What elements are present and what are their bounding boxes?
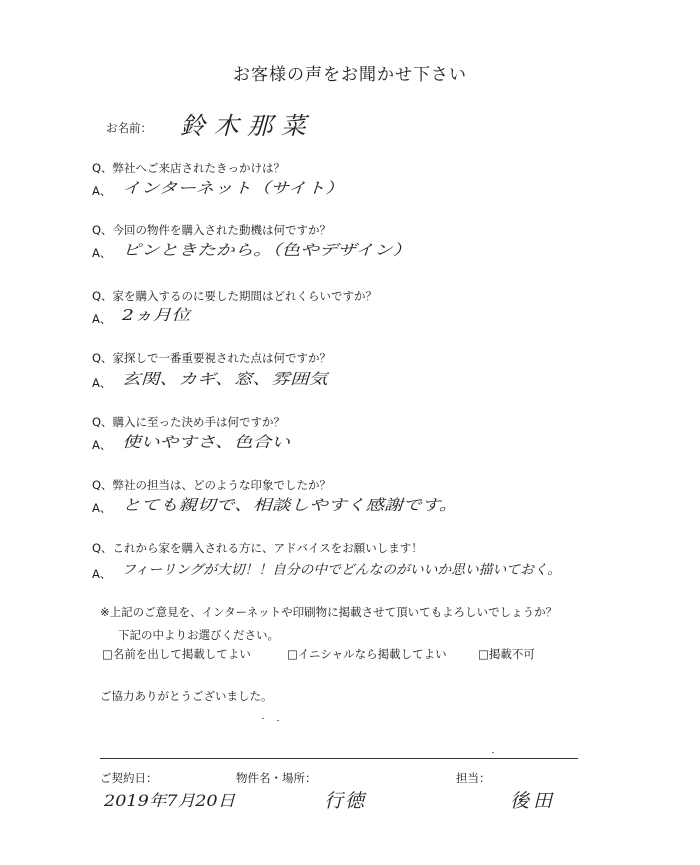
consent-option-name: □名前を出して掲載してよい bbox=[102, 647, 251, 661]
property-value: 行徳 bbox=[324, 790, 367, 812]
question-5: Q、購入に至った決め手は何ですか？ bbox=[92, 415, 286, 429]
answer-3-prefix: A、 bbox=[92, 312, 112, 326]
question-4: Q、家探しで一番重要視された点は何ですか？ bbox=[92, 351, 332, 365]
staff-label: 担当： bbox=[456, 771, 491, 785]
contract-date-label: ご契約日： bbox=[100, 771, 158, 785]
answer-5: 使いやすさ、色合い bbox=[122, 433, 291, 451]
answer-4: 玄関、カギ、窓、雰囲気 bbox=[122, 370, 328, 388]
answer-1-prefix: A、 bbox=[92, 184, 112, 198]
question-1: Q、弊社へご来店されたきっかけは？ bbox=[92, 161, 286, 175]
answer-7: フィーリングが大切！！自分の中でどんなのがいいか思い描いておく。 bbox=[122, 562, 561, 578]
consent-instruction: 下記の中よりお選びください。 bbox=[118, 628, 279, 642]
name-handwritten: 鈴木那菜 bbox=[180, 112, 315, 140]
consent-option-no: □掲載不可 bbox=[478, 647, 535, 661]
question-3: Q、家を購入するのに要した期間はどれくらいですか？ bbox=[92, 289, 378, 303]
question-2: Q、今回の物件を購入された動機は何ですか？ bbox=[92, 223, 332, 237]
answer-1: インターネット（サイト） bbox=[122, 179, 345, 197]
name-label: お名前： bbox=[106, 121, 152, 135]
consent-option-initials: □イニシャルなら掲載してよい bbox=[287, 647, 447, 661]
consent-question: ※上記のご意見を、インターネットや印刷物に掲載させて頂いてもよろしいでしょうか？ bbox=[100, 605, 558, 619]
answer-6-prefix: A、 bbox=[92, 501, 112, 515]
answer-2: ピンときたから。（色やデザイン） bbox=[122, 241, 412, 259]
property-label: 物件名・場所： bbox=[236, 771, 317, 785]
answer-4-prefix: A、 bbox=[92, 376, 112, 390]
answer-2-prefix: A、 bbox=[92, 246, 112, 260]
question-7: Q、これから家を購入される方に、アドバイスをお願いします！ bbox=[92, 541, 423, 555]
answer-5-prefix: A、 bbox=[92, 438, 112, 452]
page-title: お客様の声をお聞かせ下さい bbox=[233, 65, 467, 85]
contract-date-value: 2019年7月20日 bbox=[104, 791, 236, 810]
staff-value: 後田 bbox=[510, 790, 557, 812]
scan-speck bbox=[277, 720, 279, 721]
thanks-message: ご協力ありがとうございました。 bbox=[100, 689, 273, 703]
answer-7-prefix: A、 bbox=[92, 567, 112, 581]
answer-3: 2ヵ月位 bbox=[122, 306, 191, 324]
scan-speck bbox=[492, 752, 494, 753]
question-6: Q、弊社の担当は、どのような印象でしたか？ bbox=[92, 478, 332, 492]
scan-speck bbox=[262, 718, 264, 719]
footer-divider bbox=[100, 758, 578, 759]
answer-6: とても親切で、相談しやすく感謝です。 bbox=[122, 496, 458, 514]
